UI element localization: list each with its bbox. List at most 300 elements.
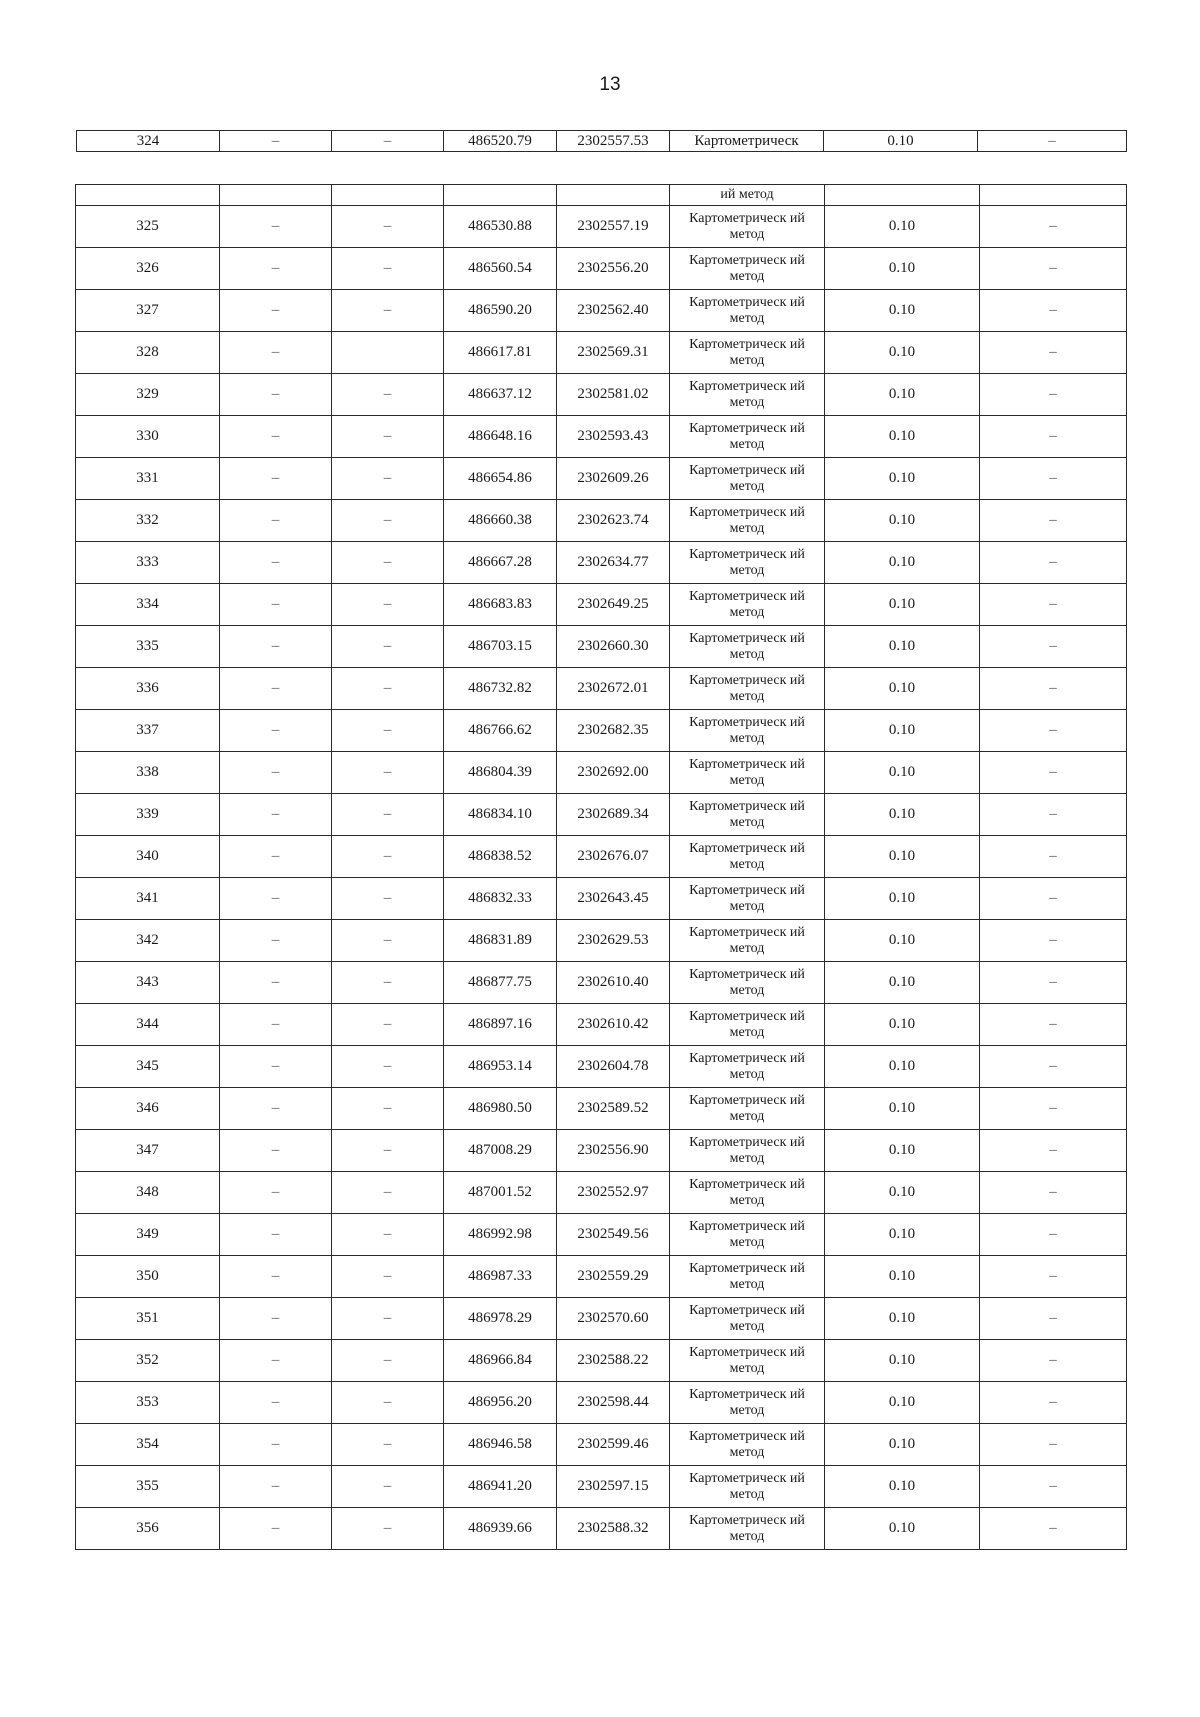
cell-dash: – xyxy=(980,416,1127,458)
precision: 0.10 xyxy=(825,1382,980,1424)
coordinate-x: 486978.29 xyxy=(444,1298,557,1340)
precision: 0.10 xyxy=(825,710,980,752)
point-number: 334 xyxy=(76,584,220,626)
coordinate-x: 486953.14 xyxy=(444,1046,557,1088)
coordinate-x: 486637.12 xyxy=(444,374,557,416)
precision: 0.10 xyxy=(825,374,980,416)
point-number: 354 xyxy=(76,1424,220,1466)
cell-dash: – xyxy=(332,710,444,752)
cell-dash: – xyxy=(978,131,1127,152)
point-number: 326 xyxy=(76,248,220,290)
coordinate-x: 486766.62 xyxy=(444,710,557,752)
cell-dash: – xyxy=(220,131,332,152)
precision: 0.10 xyxy=(825,416,980,458)
coordinate-x: 486939.66 xyxy=(444,1508,557,1550)
cell-dash: – xyxy=(220,710,332,752)
coordinate-y: 2302588.32 xyxy=(557,1508,670,1550)
point-number: 345 xyxy=(76,1046,220,1088)
coordinate-y: 2302676.07 xyxy=(557,836,670,878)
cell-dash: – xyxy=(980,1340,1127,1382)
point-number: 341 xyxy=(76,878,220,920)
method: Картометрическ ий метод xyxy=(670,878,825,920)
coordinate-y: 2302672.01 xyxy=(557,668,670,710)
cell-dash: – xyxy=(220,248,332,290)
cell-dash: – xyxy=(332,626,444,668)
cell-dash: – xyxy=(332,248,444,290)
cell-dash: – xyxy=(332,836,444,878)
method: Картометрическ ий метод xyxy=(670,1298,825,1340)
table-row xyxy=(76,1088,1127,1130)
table-row xyxy=(76,458,1127,500)
table-row xyxy=(77,131,1127,152)
method: Картометрическ ий метод xyxy=(670,1214,825,1256)
cell-dash: – xyxy=(220,878,332,920)
cell-dash: – xyxy=(980,332,1127,374)
coordinate-x: 486834.10 xyxy=(444,794,557,836)
point-number: 331 xyxy=(76,458,220,500)
precision: 0.10 xyxy=(825,1508,980,1550)
cell-dash: – xyxy=(980,1214,1127,1256)
cell-dash: – xyxy=(980,1466,1127,1508)
cell-dash xyxy=(332,332,444,374)
coordinate-y: 2302588.22 xyxy=(557,1340,670,1382)
cell-dash: – xyxy=(220,1340,332,1382)
point-number: 332 xyxy=(76,500,220,542)
table-row xyxy=(76,500,1127,542)
method: Картометрическ ий метод xyxy=(670,836,825,878)
precision: 0.10 xyxy=(825,206,980,248)
coordinate-x: 487001.52 xyxy=(444,1172,557,1214)
cell-empty xyxy=(444,185,557,206)
method: Картометрическ ий метод xyxy=(670,542,825,584)
method: Картометрическ ий метод xyxy=(670,752,825,794)
coordinate-x: 486617.81 xyxy=(444,332,557,374)
cell-empty xyxy=(220,185,332,206)
table-row xyxy=(76,1424,1127,1466)
cell-empty xyxy=(76,185,220,206)
coordinate-y: 2302557.19 xyxy=(557,206,670,248)
method: Картометрическ ий метод xyxy=(670,1340,825,1382)
cell-dash: – xyxy=(980,962,1127,1004)
cell-dash: – xyxy=(220,542,332,584)
point-number: 324 xyxy=(77,131,220,152)
table-row xyxy=(76,920,1127,962)
table-row xyxy=(76,1172,1127,1214)
coordinate-y: 2302629.53 xyxy=(557,920,670,962)
cell-dash: – xyxy=(980,752,1127,794)
cell-dash: – xyxy=(332,542,444,584)
table-row xyxy=(76,1340,1127,1382)
precision: 0.10 xyxy=(825,500,980,542)
cell-empty xyxy=(825,185,980,206)
method: Картометрическ ий метод xyxy=(670,332,825,374)
method: Картометрическ ий метод xyxy=(670,794,825,836)
method: Картометрическ ий метод xyxy=(670,920,825,962)
cell-dash: – xyxy=(220,836,332,878)
cell-dash: – xyxy=(980,542,1127,584)
table-row xyxy=(76,1508,1127,1550)
cell-dash: – xyxy=(220,1424,332,1466)
precision: 0.10 xyxy=(825,332,980,374)
cell-dash: – xyxy=(332,1172,444,1214)
cell-dash: – xyxy=(980,668,1127,710)
coordinate-y: 2302552.97 xyxy=(557,1172,670,1214)
method: Картометрическ ий метод xyxy=(670,1256,825,1298)
cell-dash: – xyxy=(980,290,1127,332)
cell-dash: – xyxy=(220,374,332,416)
cell-dash: – xyxy=(220,458,332,500)
method: Картометрическ ий метод xyxy=(670,1382,825,1424)
coordinate-x: 486530.88 xyxy=(444,206,557,248)
coordinate-y: 2302643.45 xyxy=(557,878,670,920)
coordinate-y: 2302597.15 xyxy=(557,1466,670,1508)
method: Картометрическ ий метод xyxy=(670,710,825,752)
cell-dash: – xyxy=(220,206,332,248)
point-number: 350 xyxy=(76,1256,220,1298)
cell-dash: – xyxy=(332,1088,444,1130)
cell-dash: – xyxy=(332,1004,444,1046)
method: Картометрическ ий метод xyxy=(670,206,825,248)
cell-dash: – xyxy=(220,962,332,1004)
point-number: 325 xyxy=(76,206,220,248)
table-row xyxy=(76,1382,1127,1424)
point-number: 353 xyxy=(76,1382,220,1424)
method: Картометрическ ий метод xyxy=(670,290,825,332)
point-number: 344 xyxy=(76,1004,220,1046)
precision: 0.10 xyxy=(825,584,980,626)
coordinate-x: 487008.29 xyxy=(444,1130,557,1172)
coordinate-x: 486660.38 xyxy=(444,500,557,542)
table-row xyxy=(76,332,1127,374)
method: Картометрическ ий метод xyxy=(670,416,825,458)
coordinate-x: 486654.86 xyxy=(444,458,557,500)
cell-empty xyxy=(980,185,1127,206)
precision: 0.10 xyxy=(825,1088,980,1130)
method: Картометрическ ий метод xyxy=(670,1088,825,1130)
coordinate-x: 486667.28 xyxy=(444,542,557,584)
cell-dash: – xyxy=(220,1256,332,1298)
cell-dash: – xyxy=(980,248,1127,290)
cell-dash: – xyxy=(220,290,332,332)
cell-dash: – xyxy=(220,794,332,836)
precision: 0.10 xyxy=(824,131,978,152)
table-row xyxy=(76,626,1127,668)
table-row xyxy=(76,206,1127,248)
cell-dash: – xyxy=(332,584,444,626)
cell-dash: – xyxy=(332,920,444,962)
coordinate-y: 2302559.29 xyxy=(557,1256,670,1298)
precision: 0.10 xyxy=(825,920,980,962)
cell-dash: – xyxy=(220,668,332,710)
cell-dash: – xyxy=(980,584,1127,626)
coordinate-y: 2302604.78 xyxy=(557,1046,670,1088)
point-number: 349 xyxy=(76,1214,220,1256)
precision: 0.10 xyxy=(825,962,980,1004)
coordinate-y: 2302569.31 xyxy=(557,332,670,374)
method: Картометрическ ий метод xyxy=(670,1172,825,1214)
table-row xyxy=(76,752,1127,794)
table-row xyxy=(76,1466,1127,1508)
point-number: 330 xyxy=(76,416,220,458)
table-row-continuation xyxy=(76,185,1127,206)
precision: 0.10 xyxy=(825,1340,980,1382)
method: Картометрическ ий метод xyxy=(670,248,825,290)
cell-dash: – xyxy=(332,1382,444,1424)
cell-dash: – xyxy=(980,626,1127,668)
point-number: 355 xyxy=(76,1466,220,1508)
coordinate-y: 2302556.20 xyxy=(557,248,670,290)
cell-dash: – xyxy=(332,1424,444,1466)
cell-dash: – xyxy=(332,1340,444,1382)
point-number: 327 xyxy=(76,290,220,332)
table-row xyxy=(76,1046,1127,1088)
precision: 0.10 xyxy=(825,1298,980,1340)
table-row xyxy=(76,1130,1127,1172)
cell-dash: – xyxy=(980,1172,1127,1214)
coordinate-x: 486941.20 xyxy=(444,1466,557,1508)
cell-dash: – xyxy=(980,1130,1127,1172)
precision: 0.10 xyxy=(825,1004,980,1046)
cell-dash: – xyxy=(332,500,444,542)
page-number: 13 xyxy=(599,74,621,95)
table-row xyxy=(76,836,1127,878)
point-number: 337 xyxy=(76,710,220,752)
method: Картометрическ ий метод xyxy=(670,1004,825,1046)
method: Картометрическ ий метод xyxy=(670,1424,825,1466)
coordinate-y: 2302593.43 xyxy=(557,416,670,458)
table-row xyxy=(76,374,1127,416)
coordinate-y: 2302610.42 xyxy=(557,1004,670,1046)
cell-dash: – xyxy=(220,752,332,794)
cell-dash: – xyxy=(980,1382,1127,1424)
table-row xyxy=(76,668,1127,710)
cell-dash: – xyxy=(220,1172,332,1214)
cell-dash: – xyxy=(220,1298,332,1340)
coordinate-x: 486980.50 xyxy=(444,1088,557,1130)
precision: 0.10 xyxy=(825,542,980,584)
table-row xyxy=(76,584,1127,626)
table-row xyxy=(76,542,1127,584)
cell-dash: – xyxy=(332,1508,444,1550)
coordinate-x: 486832.33 xyxy=(444,878,557,920)
coordinate-x: 486520.79 xyxy=(444,131,557,152)
method: Картометрическ ий метод xyxy=(670,374,825,416)
cell-dash: – xyxy=(332,290,444,332)
cell-dash: – xyxy=(332,1046,444,1088)
cell-empty xyxy=(557,185,670,206)
precision: 0.10 xyxy=(825,626,980,668)
coordinate-y: 2302682.35 xyxy=(557,710,670,752)
cell-dash: – xyxy=(980,1088,1127,1130)
table-row xyxy=(76,962,1127,1004)
coordinate-y: 2302649.25 xyxy=(557,584,670,626)
table-row xyxy=(76,1298,1127,1340)
cell-dash: – xyxy=(332,1298,444,1340)
coordinate-y: 2302570.60 xyxy=(557,1298,670,1340)
coordinate-x: 486956.20 xyxy=(444,1382,557,1424)
precision: 0.10 xyxy=(825,836,980,878)
method: Картометрическ ий метод xyxy=(670,1508,825,1550)
precision: 0.10 xyxy=(825,1046,980,1088)
cell-dash: – xyxy=(980,1424,1127,1466)
method: Картометрическ ий метод xyxy=(670,458,825,500)
table-row xyxy=(76,1256,1127,1298)
coordinate-x: 486946.58 xyxy=(444,1424,557,1466)
precision: 0.10 xyxy=(825,1256,980,1298)
cell-dash: – xyxy=(220,1214,332,1256)
coordinates-table xyxy=(75,184,1127,1550)
cell-dash: – xyxy=(332,794,444,836)
point-number: 328 xyxy=(76,332,220,374)
precision: 0.10 xyxy=(825,1130,980,1172)
table-row xyxy=(76,1004,1127,1046)
method: Картометрическ ий метод xyxy=(670,626,825,668)
precision: 0.10 xyxy=(825,1424,980,1466)
method: Картометрическ ий метод xyxy=(670,500,825,542)
table-row xyxy=(76,794,1127,836)
precision: 0.10 xyxy=(825,794,980,836)
method: Картометрическ ий метод xyxy=(670,962,825,1004)
table-row xyxy=(76,1214,1127,1256)
method: Картометрическ ий метод xyxy=(670,1466,825,1508)
coordinate-x: 486877.75 xyxy=(444,962,557,1004)
cell-dash: – xyxy=(980,1004,1127,1046)
cell-dash: – xyxy=(332,878,444,920)
table-row xyxy=(76,416,1127,458)
coordinate-x: 486648.16 xyxy=(444,416,557,458)
cell-dash: – xyxy=(980,710,1127,752)
coordinate-y: 2302581.02 xyxy=(557,374,670,416)
point-number: 342 xyxy=(76,920,220,962)
method: Картометрическ ий метод xyxy=(670,1130,825,1172)
point-number: 356 xyxy=(76,1508,220,1550)
method: Картометрическ ий метод xyxy=(670,1046,825,1088)
coordinate-x: 486838.52 xyxy=(444,836,557,878)
precision: 0.10 xyxy=(825,1172,980,1214)
cell-dash: – xyxy=(980,1298,1127,1340)
coordinate-x: 486966.84 xyxy=(444,1340,557,1382)
precision: 0.10 xyxy=(825,752,980,794)
cell-dash: – xyxy=(220,416,332,458)
precision: 0.10 xyxy=(825,1214,980,1256)
cell-dash: – xyxy=(332,206,444,248)
method: Картометрическ ий метод xyxy=(670,584,825,626)
cell-dash: – xyxy=(980,1046,1127,1088)
point-number: 340 xyxy=(76,836,220,878)
coordinate-y: 2302589.52 xyxy=(557,1088,670,1130)
coordinate-x: 486831.89 xyxy=(444,920,557,962)
cell-dash: – xyxy=(220,626,332,668)
cell-dash: – xyxy=(332,416,444,458)
coordinate-y: 2302692.00 xyxy=(557,752,670,794)
cell-dash: – xyxy=(980,1256,1127,1298)
coordinate-x: 486732.82 xyxy=(444,668,557,710)
cell-dash: – xyxy=(220,1004,332,1046)
cell-dash: – xyxy=(220,584,332,626)
cell-dash: – xyxy=(220,1088,332,1130)
point-number: 335 xyxy=(76,626,220,668)
method: Картометрическ xyxy=(670,131,824,152)
cell-dash: – xyxy=(332,1214,444,1256)
table-row xyxy=(76,248,1127,290)
point-number: 352 xyxy=(76,1340,220,1382)
cell-dash: – xyxy=(220,1508,332,1550)
cell-dash: – xyxy=(980,920,1127,962)
precision: 0.10 xyxy=(825,1466,980,1508)
cell-dash: – xyxy=(332,1256,444,1298)
cell-dash: – xyxy=(220,500,332,542)
cell-dash: – xyxy=(220,920,332,962)
precision: 0.10 xyxy=(825,290,980,332)
point-number: 348 xyxy=(76,1172,220,1214)
coordinate-y: 2302562.40 xyxy=(557,290,670,332)
point-number: 351 xyxy=(76,1298,220,1340)
point-number: 338 xyxy=(76,752,220,794)
point-number: 343 xyxy=(76,962,220,1004)
method: Картометрическ ий метод xyxy=(670,668,825,710)
table-top-fragment xyxy=(76,130,1127,152)
coordinate-x: 486987.33 xyxy=(444,1256,557,1298)
cell-dash: – xyxy=(980,794,1127,836)
point-number: 347 xyxy=(76,1130,220,1172)
precision: 0.10 xyxy=(825,878,980,920)
method-continuation: ий метод xyxy=(670,185,825,206)
cell-dash: – xyxy=(980,836,1127,878)
cell-dash: – xyxy=(220,1466,332,1508)
coordinate-y: 2302634.77 xyxy=(557,542,670,584)
coordinate-y: 2302610.40 xyxy=(557,962,670,1004)
cell-dash: – xyxy=(332,131,444,152)
point-number: 336 xyxy=(76,668,220,710)
precision: 0.10 xyxy=(825,458,980,500)
coordinate-y: 2302549.56 xyxy=(557,1214,670,1256)
coordinate-x: 486897.16 xyxy=(444,1004,557,1046)
cell-dash: – xyxy=(220,1130,332,1172)
coordinate-y: 2302689.34 xyxy=(557,794,670,836)
point-number: 339 xyxy=(76,794,220,836)
cell-dash: – xyxy=(980,458,1127,500)
precision: 0.10 xyxy=(825,668,980,710)
cell-dash: – xyxy=(980,1508,1127,1550)
cell-empty xyxy=(332,185,444,206)
cell-dash: – xyxy=(332,752,444,794)
coordinate-y: 2302609.26 xyxy=(557,458,670,500)
cell-dash: – xyxy=(332,374,444,416)
cell-dash: – xyxy=(980,878,1127,920)
point-number: 333 xyxy=(76,542,220,584)
coordinate-x: 486683.83 xyxy=(444,584,557,626)
point-number: 346 xyxy=(76,1088,220,1130)
cell-dash: – xyxy=(332,668,444,710)
coordinate-x: 486703.15 xyxy=(444,626,557,668)
table-row xyxy=(76,878,1127,920)
table-row xyxy=(76,710,1127,752)
coordinate-y: 2302599.46 xyxy=(557,1424,670,1466)
cell-dash: – xyxy=(220,1046,332,1088)
cell-dash: – xyxy=(332,1466,444,1508)
cell-dash: – xyxy=(220,332,332,374)
coordinate-x: 486992.98 xyxy=(444,1214,557,1256)
cell-dash: – xyxy=(980,500,1127,542)
coordinate-y: 2302598.44 xyxy=(557,1382,670,1424)
coordinate-y: 2302556.90 xyxy=(557,1130,670,1172)
cell-dash: – xyxy=(980,374,1127,416)
coordinate-y: 2302557.53 xyxy=(557,131,670,152)
cell-dash: – xyxy=(220,1382,332,1424)
precision: 0.10 xyxy=(825,248,980,290)
cell-dash: – xyxy=(332,962,444,1004)
coordinate-x: 486560.54 xyxy=(444,248,557,290)
